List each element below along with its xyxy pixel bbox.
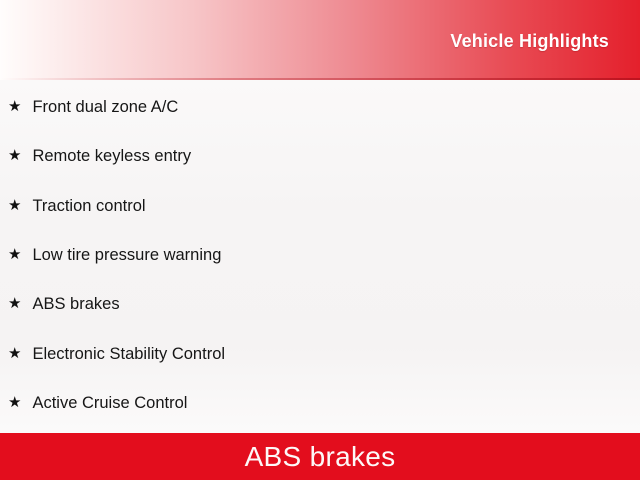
star-icon: ★ [8, 246, 22, 264]
list-item [0, 379, 640, 428]
feature-label: Electronic Stability Control [32, 344, 226, 363]
list-item [0, 280, 640, 329]
feature-label: Front dual zone A/C [32, 98, 179, 117]
footer-caption-bar [0, 433, 640, 480]
feature-label: Traction control [32, 196, 146, 215]
list-item [0, 182, 640, 231]
list-item [0, 83, 640, 132]
header-banner [0, 0, 640, 80]
feature-label: Low tire pressure warning [32, 246, 222, 265]
star-icon: ★ [8, 98, 22, 116]
feature-label: Remote keyless entry [32, 147, 192, 166]
star-icon: ★ [8, 295, 22, 313]
star-icon: ★ [8, 393, 22, 411]
star-icon: ★ [8, 344, 22, 362]
page-title: Vehicle Highlights [450, 30, 609, 51]
star-icon: ★ [8, 147, 22, 165]
list-item [0, 132, 640, 181]
list-item [0, 329, 640, 378]
footer-caption: ABS brakes [244, 441, 396, 472]
feature-label: ABS brakes [32, 295, 120, 314]
feature-label: Active Cruise Control [32, 393, 188, 412]
feature-list [0, 80, 640, 428]
star-icon: ★ [8, 196, 22, 214]
list-item [0, 231, 640, 280]
